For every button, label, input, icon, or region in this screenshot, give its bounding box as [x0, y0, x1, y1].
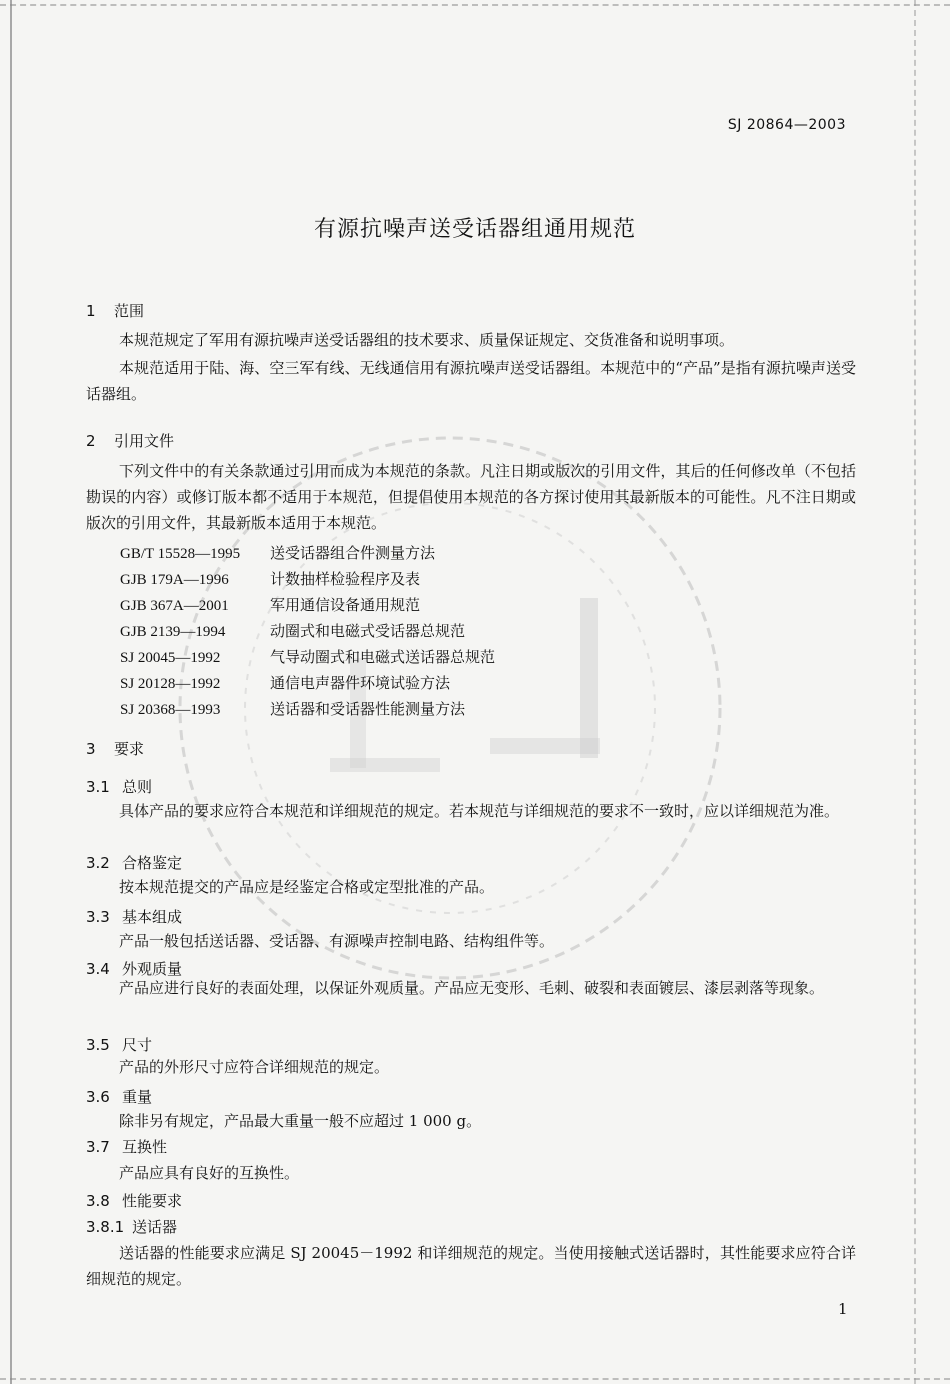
section-title: 范围	[114, 302, 145, 320]
subsection-3-3-heading: 3.3 基本组成	[86, 908, 183, 926]
reference-item: SJ 20368—1993 送话器和受话器性能测量方法	[120, 700, 466, 718]
reference-item: SJ 20045—1992 气导动圈式和电磁式送话器总规范	[120, 648, 496, 666]
reference-item: GB/T 15528—1995 送受话器组合件测量方法	[120, 544, 436, 562]
reference-item: GJB 179A—1996 计数抽样检验程序及表	[120, 570, 421, 588]
section-number: 3	[86, 740, 96, 758]
page-number: 1	[838, 1300, 848, 1318]
scan-edge-left	[10, 0, 12, 1384]
subsection-3-8-1-heading: 3.8.1 送话器	[86, 1218, 178, 1236]
section-number: 1	[86, 302, 96, 320]
section-1-paragraph-2: 本规范适用于陆、海、空三军有线、无线通信用有源抗噪声送受话器组。本规范中的“产品”是指有源抗噪声送受话器组。	[86, 359, 856, 403]
reference-item: GJB 2139—1994 动圈式和电磁式受话器总规范	[120, 622, 466, 640]
subsection-3-5-heading: 3.5 尺寸	[86, 1036, 153, 1054]
reference-item: SJ 20128—1992 通信电声器件环境试验方法	[120, 674, 451, 692]
subsection-3-7-heading: 3.7 互换性	[86, 1138, 168, 1156]
scan-edge-bottom	[0, 1378, 950, 1380]
subsection-3-5-text: 产品的外形尺寸应符合详细规范的规定。	[119, 1058, 390, 1076]
subsection-3-4-heading: 3.4 外观质量	[86, 960, 183, 978]
subsection-3-1-heading: 3.1 总则	[86, 778, 153, 796]
subsection-3-1-text: 具体产品的要求应符合本规范和详细规范的规定。若本规范与详细规范的要求不一致时，应以详细规范为准。	[119, 802, 840, 820]
section-number: 2	[86, 432, 96, 450]
section-2-heading	[86, 430, 174, 451]
section-2-paragraph: 下列文件中的有关条款通过引用而成为本规范的条款。凡注日期或版次的引用文件，其后的任何修改单（不包括勘误的内容）或修订版本都不适用于本规范，但提倡使用本规范的各方探讨使用其最新版本的可能性。凡不注日期或版次的引用文件，其最新版本适用于本规范。	[86, 462, 856, 532]
section-1-heading	[86, 300, 144, 321]
subsection-3-6-text: 除非另有规定，产品最大重量一般不应超过 1 000 g。	[119, 1112, 482, 1130]
subsection-3-3-text: 产品一般包括送话器、受话器、有源噪声控制电路、结构组件等。	[119, 932, 555, 950]
scan-edge-top	[0, 4, 950, 6]
subsection-3-2-heading: 3.2 合格鉴定	[86, 854, 183, 872]
section-3-heading	[86, 738, 144, 759]
section-title: 要求	[114, 740, 145, 758]
subsection-3-6-heading: 3.6 重量	[86, 1088, 153, 1106]
subsection-3-2-text: 按本规范提交的产品应是经鉴定合格或定型批准的产品。	[119, 878, 495, 896]
subsection-3-4-text: 产品应进行良好的表面处理，以保证外观质量。产品应无变形、毛刺、破裂和表面镀层、漆层剥落等现象。	[119, 979, 825, 997]
reference-item: GJB 367A—2001 军用通信设备通用规范	[120, 596, 421, 614]
document-title: 有源抗噪声送受话器组通用规范	[313, 217, 636, 242]
document-number: SJ 20864—2003	[727, 117, 846, 133]
subsection-3-7-text: 产品应具有良好的互换性。	[119, 1164, 300, 1182]
section-title: 引用文件	[114, 432, 175, 450]
section-1-paragraph-1: 本规范规定了军用有源抗噪声送受话器组的技术要求、质量保证规定、交货准备和说明事项。	[119, 331, 735, 349]
subsection-3-8-heading: 3.8 性能要求	[86, 1192, 183, 1210]
subsection-3-8-1-text: 送话器的性能要求应满足 SJ 20045－1992 和详细规范的规定。当使用接触式送话器时，其性能要求应符合详细规范的规定。	[86, 1244, 856, 1288]
scan-edge-right	[914, 0, 916, 1384]
